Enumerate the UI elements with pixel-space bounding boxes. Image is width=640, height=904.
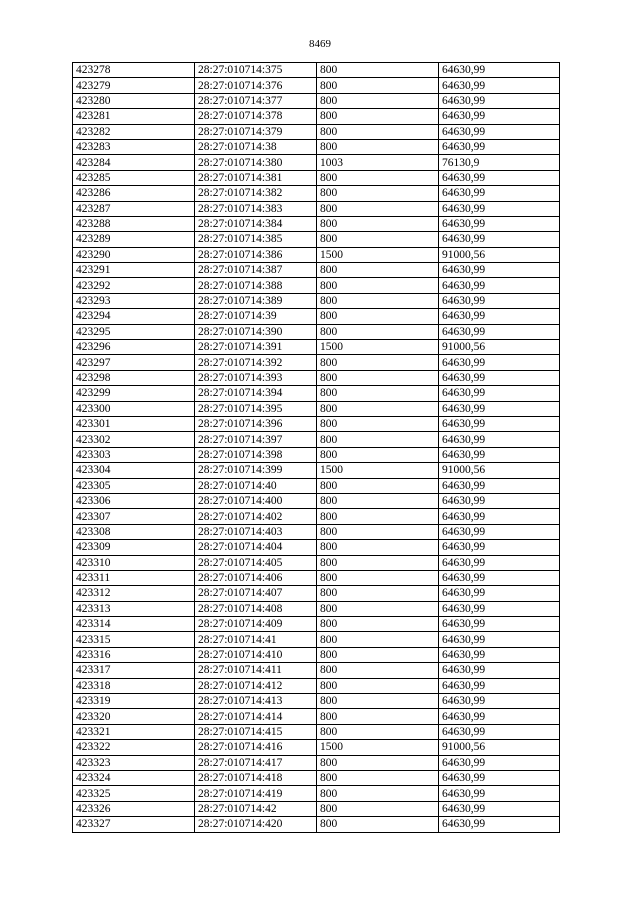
area-cell: 800 bbox=[317, 694, 439, 709]
table-row bbox=[73, 663, 560, 678]
area-cell: 1500 bbox=[317, 247, 439, 262]
cadastral-number-cell: 28:27:010714:381 bbox=[195, 170, 317, 185]
record-number-cell: 423291 bbox=[73, 263, 195, 278]
record-number-cell: 423314 bbox=[73, 617, 195, 632]
record-number-cell: 423313 bbox=[73, 601, 195, 616]
table-body bbox=[73, 63, 560, 833]
cadastral-number-cell: 28:27:010714:42 bbox=[195, 801, 317, 816]
cadastral-number-cell: 28:27:010714:413 bbox=[195, 694, 317, 709]
value-cell: 64630,99 bbox=[439, 478, 560, 493]
cadastral-number-cell: 28:27:010714:392 bbox=[195, 355, 317, 370]
cadastral-number-cell: 28:27:010714:390 bbox=[195, 324, 317, 339]
record-number-cell: 423319 bbox=[73, 694, 195, 709]
record-number-cell: 423292 bbox=[73, 278, 195, 293]
value-cell: 64630,99 bbox=[439, 386, 560, 401]
value-cell: 91000,56 bbox=[439, 340, 560, 355]
value-cell: 64630,99 bbox=[439, 694, 560, 709]
value-cell: 64630,99 bbox=[439, 647, 560, 662]
cadastral-number-cell: 28:27:010714:407 bbox=[195, 586, 317, 601]
cadastral-number-cell: 28:27:010714:394 bbox=[195, 386, 317, 401]
table-row bbox=[73, 370, 560, 385]
table-row bbox=[73, 755, 560, 770]
record-number-cell: 423317 bbox=[73, 663, 195, 678]
area-cell: 800 bbox=[317, 709, 439, 724]
record-number-cell: 423284 bbox=[73, 155, 195, 170]
cadastral-number-cell: 28:27:010714:409 bbox=[195, 617, 317, 632]
table-row bbox=[73, 201, 560, 216]
area-cell: 800 bbox=[317, 186, 439, 201]
cadastral-number-cell: 28:27:010714:386 bbox=[195, 247, 317, 262]
table-row bbox=[73, 801, 560, 816]
area-cell: 800 bbox=[317, 801, 439, 816]
table-row bbox=[73, 278, 560, 293]
cadastral-number-cell: 28:27:010714:417 bbox=[195, 755, 317, 770]
table-row bbox=[73, 509, 560, 524]
value-cell: 64630,99 bbox=[439, 124, 560, 139]
record-number-cell: 423320 bbox=[73, 709, 195, 724]
value-cell: 64630,99 bbox=[439, 493, 560, 508]
table-row bbox=[73, 724, 560, 739]
table-row bbox=[73, 324, 560, 339]
cadastral-number-cell: 28:27:010714:408 bbox=[195, 601, 317, 616]
record-number-cell: 423327 bbox=[73, 817, 195, 832]
record-number-cell: 423325 bbox=[73, 786, 195, 801]
cadastral-number-cell: 28:27:010714:399 bbox=[195, 463, 317, 478]
area-cell: 1500 bbox=[317, 740, 439, 755]
area-cell: 800 bbox=[317, 678, 439, 693]
cadastral-number-cell: 28:27:010714:382 bbox=[195, 186, 317, 201]
value-cell: 91000,56 bbox=[439, 247, 560, 262]
area-cell: 800 bbox=[317, 201, 439, 216]
area-cell: 800 bbox=[317, 232, 439, 247]
value-cell: 64630,99 bbox=[439, 586, 560, 601]
value-cell: 64630,99 bbox=[439, 801, 560, 816]
value-cell: 64630,99 bbox=[439, 201, 560, 216]
value-cell: 64630,99 bbox=[439, 663, 560, 678]
area-cell: 800 bbox=[317, 663, 439, 678]
value-cell: 64630,99 bbox=[439, 109, 560, 124]
cadastral-number-cell: 28:27:010714:419 bbox=[195, 786, 317, 801]
value-cell: 64630,99 bbox=[439, 617, 560, 632]
value-cell: 64630,99 bbox=[439, 786, 560, 801]
table-row bbox=[73, 355, 560, 370]
area-cell: 800 bbox=[317, 540, 439, 555]
value-cell: 64630,99 bbox=[439, 524, 560, 539]
record-number-cell: 423280 bbox=[73, 93, 195, 108]
area-cell: 800 bbox=[317, 309, 439, 324]
table-row bbox=[73, 524, 560, 539]
value-cell: 64630,99 bbox=[439, 817, 560, 832]
area-cell: 800 bbox=[317, 586, 439, 601]
area-cell: 800 bbox=[317, 632, 439, 647]
area-cell: 800 bbox=[317, 724, 439, 739]
cadastral-number-cell: 28:27:010714:404 bbox=[195, 540, 317, 555]
area-cell: 800 bbox=[317, 570, 439, 585]
record-number-cell: 423300 bbox=[73, 401, 195, 416]
area-cell: 800 bbox=[317, 524, 439, 539]
table-row bbox=[73, 463, 560, 478]
record-number-cell: 423279 bbox=[73, 78, 195, 93]
area-cell: 800 bbox=[317, 63, 439, 78]
value-cell: 64630,99 bbox=[439, 540, 560, 555]
value-cell: 64630,99 bbox=[439, 724, 560, 739]
cadastral-number-cell: 28:27:010714:396 bbox=[195, 416, 317, 431]
table-row bbox=[73, 617, 560, 632]
record-number-cell: 423321 bbox=[73, 724, 195, 739]
cadastral-number-cell: 28:27:010714:414 bbox=[195, 709, 317, 724]
value-cell: 64630,99 bbox=[439, 139, 560, 154]
table-row bbox=[73, 293, 560, 308]
table-row bbox=[73, 770, 560, 785]
value-cell: 64630,99 bbox=[439, 263, 560, 278]
record-number-cell: 423326 bbox=[73, 801, 195, 816]
cadastral-number-cell: 28:27:010714:378 bbox=[195, 109, 317, 124]
record-number-cell: 423310 bbox=[73, 555, 195, 570]
page-number: 8469 bbox=[309, 38, 331, 50]
table-row bbox=[73, 432, 560, 447]
record-number-cell: 423307 bbox=[73, 509, 195, 524]
cadastral-number-cell: 28:27:010714:41 bbox=[195, 632, 317, 647]
table-row bbox=[73, 478, 560, 493]
record-number-cell: 423282 bbox=[73, 124, 195, 139]
value-cell: 64630,99 bbox=[439, 570, 560, 585]
table-row bbox=[73, 555, 560, 570]
cadastral-number-cell: 28:27:010714:376 bbox=[195, 78, 317, 93]
area-cell: 800 bbox=[317, 447, 439, 462]
cadastral-number-cell: 28:27:010714:398 bbox=[195, 447, 317, 462]
table-row bbox=[73, 386, 560, 401]
table-row bbox=[73, 694, 560, 709]
value-cell: 64630,99 bbox=[439, 555, 560, 570]
value-cell: 64630,99 bbox=[439, 186, 560, 201]
table-row bbox=[73, 232, 560, 247]
cadastral-number-cell: 28:27:010714:384 bbox=[195, 216, 317, 231]
cadastral-number-cell: 28:27:010714:387 bbox=[195, 263, 317, 278]
cadastral-number-cell: 28:27:010714:380 bbox=[195, 155, 317, 170]
value-cell: 64630,99 bbox=[439, 216, 560, 231]
table-row bbox=[73, 139, 560, 154]
table-row bbox=[73, 570, 560, 585]
record-number-cell: 423299 bbox=[73, 386, 195, 401]
value-cell: 64630,99 bbox=[439, 770, 560, 785]
area-cell: 800 bbox=[317, 817, 439, 832]
table-row bbox=[73, 63, 560, 78]
area-cell: 800 bbox=[317, 770, 439, 785]
area-cell: 1003 bbox=[317, 155, 439, 170]
cadastral-number-cell: 28:27:010714:415 bbox=[195, 724, 317, 739]
record-number-cell: 423286 bbox=[73, 186, 195, 201]
cadastral-number-cell: 28:27:010714:406 bbox=[195, 570, 317, 585]
table-row bbox=[73, 263, 560, 278]
cadastral-number-cell: 28:27:010714:389 bbox=[195, 293, 317, 308]
table-row bbox=[73, 216, 560, 231]
value-cell: 64630,99 bbox=[439, 432, 560, 447]
value-cell: 64630,99 bbox=[439, 370, 560, 385]
record-number-cell: 423293 bbox=[73, 293, 195, 308]
area-cell: 1500 bbox=[317, 340, 439, 355]
record-number-cell: 423304 bbox=[73, 463, 195, 478]
record-number-cell: 423316 bbox=[73, 647, 195, 662]
value-cell: 76130,9 bbox=[439, 155, 560, 170]
value-cell: 64630,99 bbox=[439, 78, 560, 93]
cadastral-number-cell: 28:27:010714:383 bbox=[195, 201, 317, 216]
area-cell: 800 bbox=[317, 370, 439, 385]
record-number-cell: 423301 bbox=[73, 416, 195, 431]
record-number-cell: 423294 bbox=[73, 309, 195, 324]
record-number-cell: 423315 bbox=[73, 632, 195, 647]
value-cell: 64630,99 bbox=[439, 324, 560, 339]
cadastral-number-cell: 28:27:010714:416 bbox=[195, 740, 317, 755]
table-row bbox=[73, 601, 560, 616]
cadastral-number-cell: 28:27:010714:410 bbox=[195, 647, 317, 662]
value-cell: 64630,99 bbox=[439, 232, 560, 247]
table-row bbox=[73, 678, 560, 693]
table-row bbox=[73, 647, 560, 662]
record-number-cell: 423323 bbox=[73, 755, 195, 770]
area-cell: 800 bbox=[317, 386, 439, 401]
value-cell: 64630,99 bbox=[439, 293, 560, 308]
cadastral-number-cell: 28:27:010714:40 bbox=[195, 478, 317, 493]
record-number-cell: 423297 bbox=[73, 355, 195, 370]
area-cell: 800 bbox=[317, 617, 439, 632]
record-number-cell: 423278 bbox=[73, 63, 195, 78]
cadastral-number-cell: 28:27:010714:420 bbox=[195, 817, 317, 832]
area-cell: 800 bbox=[317, 93, 439, 108]
table-row bbox=[73, 493, 560, 508]
area-cell: 800 bbox=[317, 124, 439, 139]
area-cell: 800 bbox=[317, 216, 439, 231]
record-number-cell: 423296 bbox=[73, 340, 195, 355]
cadastral-number-cell: 28:27:010714:38 bbox=[195, 139, 317, 154]
area-cell: 800 bbox=[317, 647, 439, 662]
value-cell: 64630,99 bbox=[439, 355, 560, 370]
area-cell: 800 bbox=[317, 263, 439, 278]
value-cell: 64630,99 bbox=[439, 601, 560, 616]
data-table bbox=[72, 62, 560, 833]
area-cell: 800 bbox=[317, 601, 439, 616]
cadastral-number-cell: 28:27:010714:391 bbox=[195, 340, 317, 355]
table-row bbox=[73, 416, 560, 431]
value-cell: 64630,99 bbox=[439, 632, 560, 647]
value-cell: 64630,99 bbox=[439, 447, 560, 462]
value-cell: 64630,99 bbox=[439, 170, 560, 185]
cadastral-number-cell: 28:27:010714:395 bbox=[195, 401, 317, 416]
area-cell: 800 bbox=[317, 293, 439, 308]
cadastral-number-cell: 28:27:010714:402 bbox=[195, 509, 317, 524]
table-row bbox=[73, 170, 560, 185]
area-cell: 800 bbox=[317, 355, 439, 370]
table-row bbox=[73, 709, 560, 724]
cadastral-number-cell: 28:27:010714:412 bbox=[195, 678, 317, 693]
record-number-cell: 423324 bbox=[73, 770, 195, 785]
area-cell: 800 bbox=[317, 416, 439, 431]
record-number-cell: 423285 bbox=[73, 170, 195, 185]
record-number-cell: 423298 bbox=[73, 370, 195, 385]
table-row bbox=[73, 401, 560, 416]
area-cell: 800 bbox=[317, 278, 439, 293]
cadastral-number-cell: 28:27:010714:411 bbox=[195, 663, 317, 678]
table-row bbox=[73, 817, 560, 832]
area-cell: 800 bbox=[317, 324, 439, 339]
area-cell: 800 bbox=[317, 78, 439, 93]
cadastral-number-cell: 28:27:010714:403 bbox=[195, 524, 317, 539]
cadastral-number-cell: 28:27:010714:375 bbox=[195, 63, 317, 78]
record-number-cell: 423290 bbox=[73, 247, 195, 262]
value-cell: 64630,99 bbox=[439, 509, 560, 524]
record-number-cell: 423295 bbox=[73, 324, 195, 339]
value-cell: 64630,99 bbox=[439, 93, 560, 108]
record-number-cell: 423306 bbox=[73, 493, 195, 508]
table-row bbox=[73, 309, 560, 324]
value-cell: 64630,99 bbox=[439, 416, 560, 431]
table-row bbox=[73, 632, 560, 647]
record-number-cell: 423303 bbox=[73, 447, 195, 462]
value-cell: 64630,99 bbox=[439, 678, 560, 693]
area-cell: 800 bbox=[317, 786, 439, 801]
record-number-cell: 423322 bbox=[73, 740, 195, 755]
record-number-cell: 423309 bbox=[73, 540, 195, 555]
area-cell: 800 bbox=[317, 555, 439, 570]
area-cell: 1500 bbox=[317, 463, 439, 478]
cadastral-number-cell: 28:27:010714:377 bbox=[195, 93, 317, 108]
area-cell: 800 bbox=[317, 493, 439, 508]
value-cell: 64630,99 bbox=[439, 278, 560, 293]
area-cell: 800 bbox=[317, 109, 439, 124]
record-number-cell: 423318 bbox=[73, 678, 195, 693]
cadastral-number-cell: 28:27:010714:393 bbox=[195, 370, 317, 385]
table-row bbox=[73, 124, 560, 139]
area-cell: 800 bbox=[317, 139, 439, 154]
record-number-cell: 423302 bbox=[73, 432, 195, 447]
area-cell: 800 bbox=[317, 478, 439, 493]
cadastral-number-cell: 28:27:010714:379 bbox=[195, 124, 317, 139]
cadastral-number-cell: 28:27:010714:388 bbox=[195, 278, 317, 293]
record-number-cell: 423289 bbox=[73, 232, 195, 247]
value-cell: 64630,99 bbox=[439, 309, 560, 324]
value-cell: 91000,56 bbox=[439, 740, 560, 755]
record-number-cell: 423283 bbox=[73, 139, 195, 154]
value-cell: 64630,99 bbox=[439, 709, 560, 724]
table-row bbox=[73, 740, 560, 755]
table-row bbox=[73, 447, 560, 462]
area-cell: 800 bbox=[317, 509, 439, 524]
record-number-cell: 423312 bbox=[73, 586, 195, 601]
value-cell: 64630,99 bbox=[439, 401, 560, 416]
cadastral-number-cell: 28:27:010714:400 bbox=[195, 493, 317, 508]
table-row bbox=[73, 93, 560, 108]
area-cell: 800 bbox=[317, 755, 439, 770]
table-row bbox=[73, 186, 560, 201]
area-cell: 800 bbox=[317, 170, 439, 185]
area-cell: 800 bbox=[317, 401, 439, 416]
value-cell: 64630,99 bbox=[439, 755, 560, 770]
cadastral-number-cell: 28:27:010714:39 bbox=[195, 309, 317, 324]
record-number-cell: 423288 bbox=[73, 216, 195, 231]
record-number-cell: 423311 bbox=[73, 570, 195, 585]
cadastral-number-cell: 28:27:010714:405 bbox=[195, 555, 317, 570]
value-cell: 91000,56 bbox=[439, 463, 560, 478]
area-cell: 800 bbox=[317, 432, 439, 447]
table-row bbox=[73, 247, 560, 262]
table-row bbox=[73, 786, 560, 801]
table-row bbox=[73, 155, 560, 170]
record-number-cell: 423305 bbox=[73, 478, 195, 493]
table-row bbox=[73, 109, 560, 124]
cadastral-number-cell: 28:27:010714:397 bbox=[195, 432, 317, 447]
table-row bbox=[73, 586, 560, 601]
value-cell: 64630,99 bbox=[439, 63, 560, 78]
cadastral-number-cell: 28:27:010714:418 bbox=[195, 770, 317, 785]
cadastral-number-cell: 28:27:010714:385 bbox=[195, 232, 317, 247]
table-row bbox=[73, 340, 560, 355]
table-row bbox=[73, 78, 560, 93]
record-number-cell: 423287 bbox=[73, 201, 195, 216]
record-number-cell: 423281 bbox=[73, 109, 195, 124]
record-number-cell: 423308 bbox=[73, 524, 195, 539]
table-row bbox=[73, 540, 560, 555]
